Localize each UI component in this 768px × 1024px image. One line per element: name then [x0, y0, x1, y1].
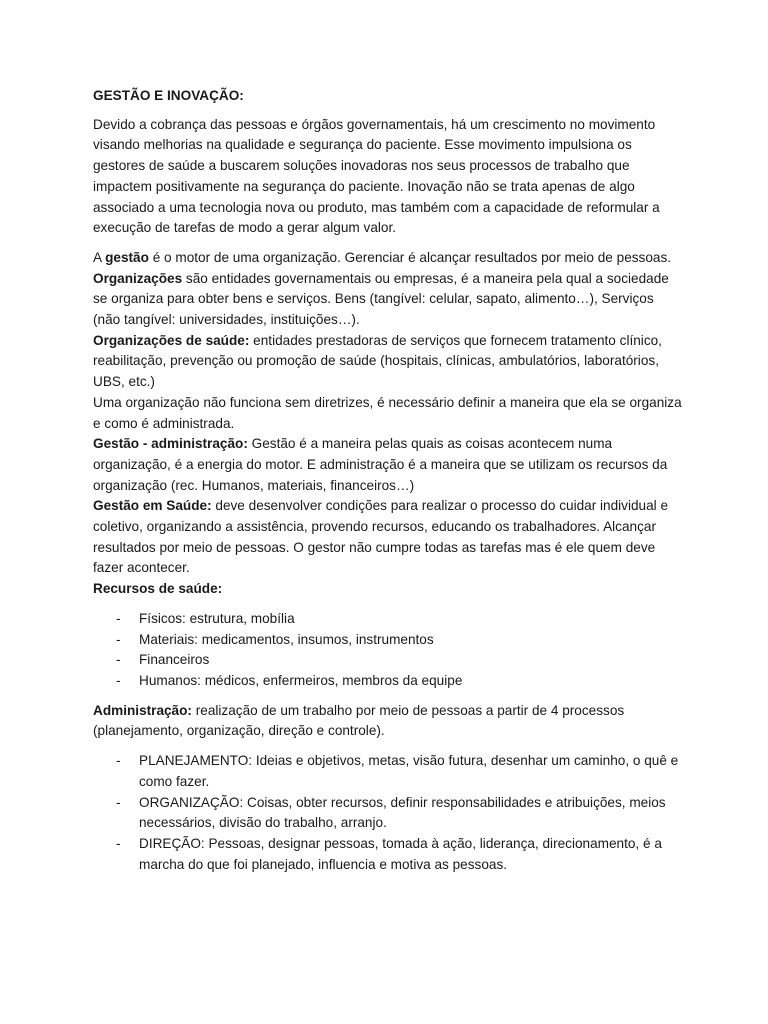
- gestao-prefix: A: [93, 249, 106, 265]
- list-item-text: Humanos: médicos, enfermeiros, membros da equipe: [139, 672, 463, 688]
- list-item: [93, 793, 683, 834]
- gestao-term: gestão: [105, 249, 149, 265]
- document-title: GESTÃO E INOVAÇÃO:: [93, 88, 244, 103]
- organizacoes-text: são entidades governamentais ou empresas, é a maneira pela qual a sociedade se organiza para obter bens e serviços. Bens (tangível: celular, sapato, alimento…), Serviços (não tangível: universidades, instituições…).: [93, 270, 669, 328]
- intro-paragraph: Devido a cobrança das pessoas e órgãos governamentais, há um crescimento no movimento visando melhorias na qualidade e segurança do paciente. Esse movimento impulsiona os gestores de saúde a buscarem soluções inovadoras nos seus processos de trabalho que impactem positivamente na segurança do paciente. Inovação não se trata apenas de algo associado a uma tecnologia nova ou produto, mas também com a capacidade de reformular a execução de tarefas de modo a gerar algum valor.: [93, 116, 660, 236]
- gestao-saude-term: Gestão em Saúde:: [93, 498, 212, 514]
- gestao-definition: [93, 248, 683, 269]
- dash-bullet: -: [116, 672, 121, 688]
- list-item-text: PLANEJAMENTO: Ideias e objetivos, metas, visão futura, desenhar um caminho, o quê e como fazer.: [139, 753, 679, 789]
- administracao-definition: [93, 701, 683, 742]
- recursos-heading-text: Recursos de saúde:: [93, 581, 223, 597]
- dash-bullet: -: [116, 794, 121, 810]
- org-saude-text: entidades prestadoras de serviços que fornecem tratamento clínico, reabilitação, prevenção ou promoção de saúde (hospitais, clínicas, ambulatórios, laboratórios, UBS, etc.): [93, 332, 662, 390]
- dash-bullet: -: [116, 835, 121, 851]
- list-item-text: Financeiros: [139, 652, 210, 668]
- organizacoes-term: Organizações: [93, 270, 183, 286]
- gestao-adm-definition: [93, 434, 683, 496]
- diretrizes-paragraph: Uma organização não funciona sem diretrizes, é necessário definir a maneira que ela se organiza e como é administrada.: [93, 394, 682, 431]
- administracao-term: Administração:: [93, 702, 192, 718]
- list-item-text: Físicos: estrutura, mobília: [139, 610, 295, 626]
- org-saude-definition: [93, 331, 683, 393]
- recursos-heading: [93, 579, 683, 600]
- recursos-list: [93, 609, 683, 692]
- dash-bullet: -: [116, 631, 121, 647]
- dash-bullet: -: [116, 610, 121, 626]
- dash-bullet: -: [116, 652, 121, 668]
- list-item: [93, 650, 683, 671]
- list-item: [93, 630, 683, 651]
- processos-list: [93, 751, 683, 875]
- gestao-adm-term: Gestão - administração:: [93, 436, 248, 452]
- gestao-saude-text: deve desenvolver condições para realizar o processo do cuidar individual e coletivo, organizando a assistência, provendo recursos, educando os trabalhadores. Alcançar resultados por meio de pessoas. O gestor não cumpre todas as tarefas mas é ele quem deve fazer acontecer.: [93, 498, 669, 576]
- list-item: [93, 751, 683, 792]
- organizacoes-definition: [93, 269, 683, 331]
- gestao-saude-definition: [93, 496, 683, 579]
- gestao-text: é o motor de uma organização. Gerenciar é alcançar resultados por meio de pessoas.: [148, 249, 672, 265]
- document-page: [93, 86, 683, 875]
- list-item-text: ORGANIZAÇÃO: Coisas, obter recursos, definir responsabilidades e atribuições, meios necessários, divisão do trabalho, arranjo.: [139, 794, 666, 831]
- gestao-adm-text: Gestão é a maneira pelas quais as coisas acontecem numa organização, é a energia do motor. E administração é a maneira que se utilizam os recursos da organização (rec. Humanos, materiais, financeiros…): [93, 436, 668, 493]
- list-item-text: Materiais: medicamentos, insumos, instrumentos: [139, 631, 434, 647]
- administracao-text: realização de um trabalho por meio de pessoas a partir de 4 processos (planejamento, organização, direção e controle).: [93, 702, 625, 739]
- list-item-text: DIREÇÃO: Pessoas, designar pessoas, tomada à ação, liderança, direcionamento, é a marcha do que foi planejado, influencia e motiva as pessoas.: [139, 835, 662, 872]
- org-saude-term: Organizações de saúde:: [93, 332, 250, 348]
- dash-bullet: -: [116, 753, 121, 769]
- list-item: [93, 671, 683, 692]
- list-item: [93, 834, 683, 875]
- list-item: [93, 609, 683, 630]
